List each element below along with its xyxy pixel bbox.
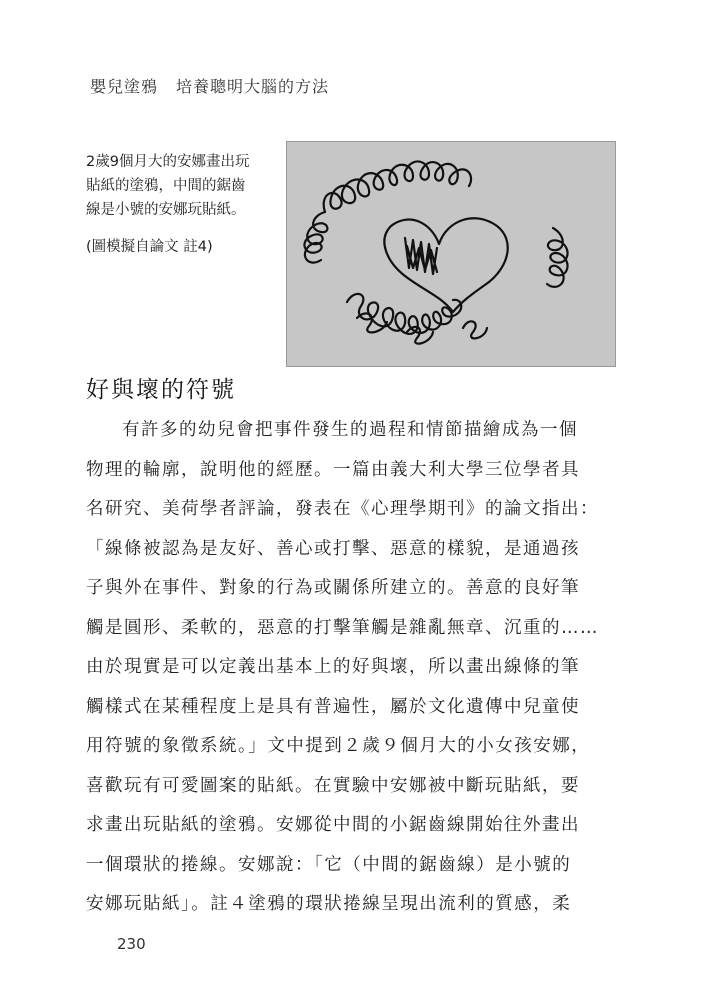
text-line: 名研究、美荷學者評論，發表在《心理學期刊》的論文指出：: [86, 499, 599, 519]
text-line: 安娜玩貼紙」。註４塗鴉的環狀捲線呈現出流利的質感，柔: [86, 894, 572, 914]
caption-line: 2歲9個月大的安娜畫出玩: [86, 154, 250, 170]
section-title: 好與壞的符號: [86, 377, 236, 403]
caption-line: 線是小號的安娜玩貼紙。: [86, 202, 246, 218]
scribble-figure: [286, 141, 616, 367]
caption-line: 貼紙的塗鴉，中間的鋸齒: [86, 178, 246, 194]
caption-credit: (圖模擬自論文 註4): [86, 239, 213, 255]
scribble-drawing: [287, 142, 615, 366]
text-line: 物理的輪廓，說明他的經歷。一篇由義大利大學三位學者具: [86, 459, 580, 480]
page-number: 230: [117, 935, 146, 953]
text-line: 用符號的象徵系統。」文中提到２歲９個月大的小女孩安娜，: [86, 736, 591, 756]
scribble-inner-heart: [384, 218, 507, 312]
scribble-inner-zigzag: [405, 238, 437, 274]
book-subtitle: 培養聰明大腦的方法: [176, 77, 330, 96]
text-line: 子與外在事件、對象的行為或關係所建立的。善意的良好筆: [86, 578, 580, 598]
text-line: 觸樣式在某種程度上是具有普遍性，屬於文化遺傳中兒童使: [86, 696, 580, 717]
text-line: 觸是圓形、柔軟的，惡意的打擊筆觸是雜亂無章、沉重的……: [86, 617, 599, 638]
text-line: 喜歡玩有可愛圖案的貼紙。在實驗中安娜被中斷玩貼紙，要: [86, 775, 580, 796]
scribble-left-loops: [304, 212, 327, 263]
text-line: 「線條被認為是友好、善心或打擊、惡意的樣貌，是通過孩: [86, 538, 580, 559]
scribble-top-loops: [324, 161, 471, 212]
book-title: 嬰兒塗鴉: [90, 77, 159, 96]
text-line: 有許多的幼兒會把事件發生的過程和情節描繪成為一個: [122, 420, 578, 440]
running-header: [90, 74, 329, 97]
scribble-right-loops: [547, 228, 568, 287]
text-line: 求畫出玩貼紙的塗鴉。安娜從中間的小鋸齒線開始往外畫出: [86, 815, 580, 835]
figure-caption: [86, 150, 286, 259]
text-line: 由於現實是可以定義出基本上的好與壞，所以畫出線條的筆: [86, 657, 580, 677]
body-text: [86, 411, 611, 925]
text-line: 一個環狀的捲線。安娜說：「它（中間的鋸齒線）是小號的: [86, 854, 572, 875]
